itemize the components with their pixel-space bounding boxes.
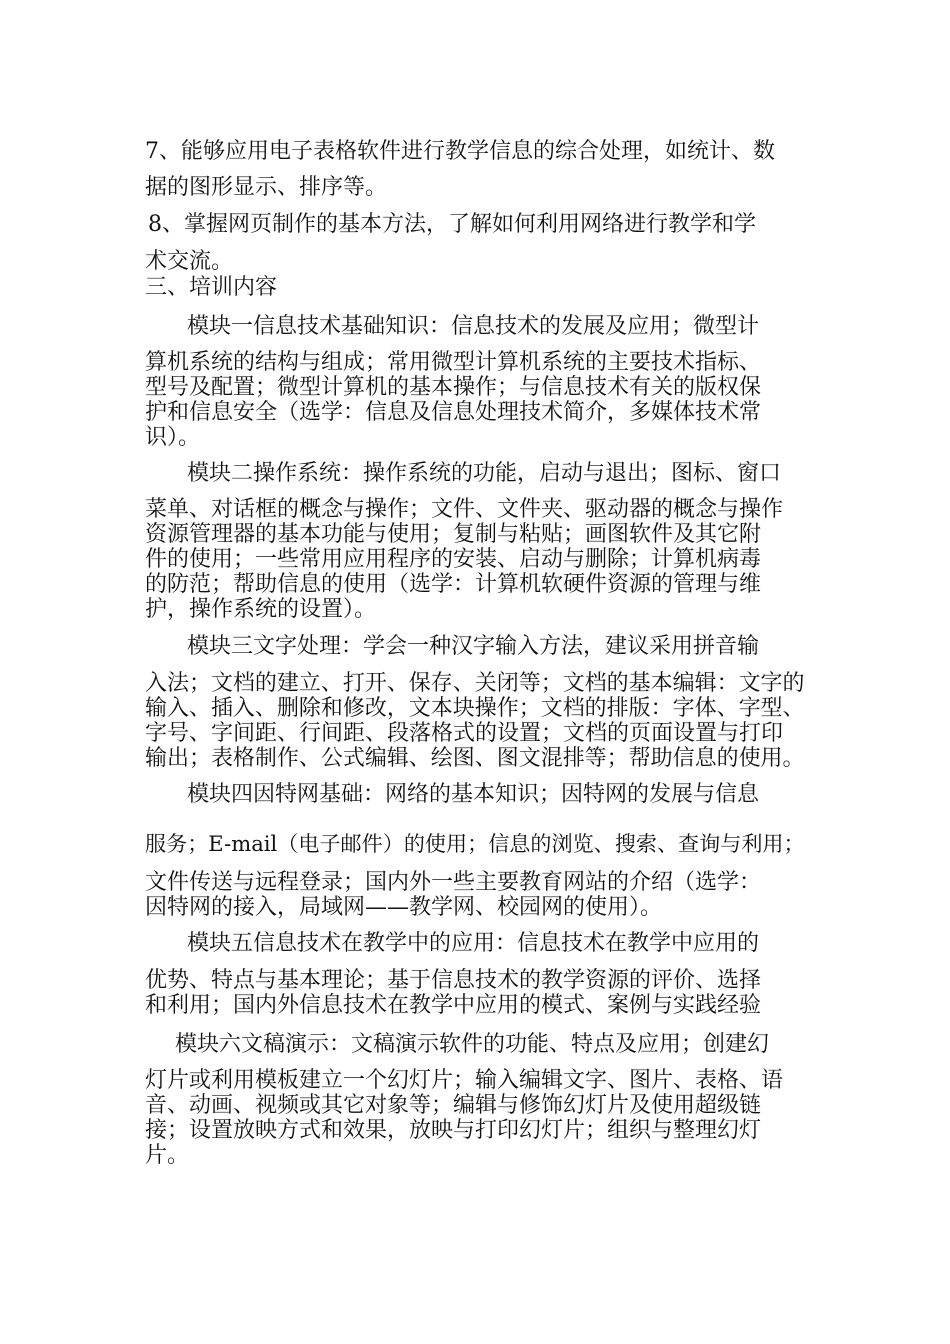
text-line: 件的使用；一些常用应用程序的安装、启动与删除；计算机病毒 [145, 547, 762, 572]
text-line: 服务；E-mail（电子邮件）的使用；信息的浏览、搜索、查询与利用； [145, 831, 805, 856]
text-line: 和利用；国内外信息技术在教学中应用的模式、案例与实践经验 [145, 993, 762, 1018]
text-line: 的防范；帮助信息的使用（选学：计算机软硬件资源的管理与维 [145, 572, 762, 597]
text-line: 入法；文档的建立、打开、保存、关闭等；文档的基本编辑：文字的 [145, 671, 805, 696]
text-line: 8、掌握网页制作的基本方法，了解如何利用网络进行教学和学 [148, 212, 756, 237]
text-line: 资源管理器的基本功能与使用；复制与粘贴；画图软件及其它附 [145, 522, 762, 547]
text-line: 模块六文稿演示：文稿演示软件的功能、特点及应用；创建幻 [175, 1032, 770, 1057]
text-line: 文件传送与远程登录；国内外一些主要教育网站的介绍（选学： [145, 870, 762, 895]
text-line: 模块一信息技术基础知识：信息技术的发展及应用；微型计 [187, 314, 760, 339]
text-line: 输入、插入、删除和修改，文本块操作；文档的排版：字体、字型、 [145, 696, 805, 721]
text-line: 算机系统的结构与组成；常用微型计算机系统的主要技术指标、 [145, 350, 762, 375]
text-line: 据的图形显示、排序等。 [145, 175, 388, 200]
text-line: 灯片或利用模板建立一个幻灯片；输入编辑文字、图片、表格、语 [145, 1068, 784, 1093]
text-line: 模块三文字处理：学会一种汉字输入方法，建议采用拼音输 [187, 634, 760, 659]
text-line: 输出；表格制作、公式编辑、绘图、图文混排等；帮助信息的使用。 [145, 746, 805, 771]
text-line: 护和信息安全（选学：信息及信息处理技术简介，多媒体技术常 [145, 400, 762, 425]
text-line: 模块二操作系统：操作系统的功能，启动与退出；图标、窗口 [187, 461, 782, 486]
section-heading: 三、培训内容 [145, 275, 278, 300]
text-line: 优势、特点与基本理论；基于信息技术的教学资源的评价、选择 [145, 968, 762, 993]
text-line: 字号、字间距、行间距、段落格式的设置；文档的页面设置与打印 [145, 721, 784, 746]
text-line: 模块五信息技术在教学中的应用：信息技术在教学中应用的 [187, 931, 760, 956]
text-line: 片。 [145, 1143, 190, 1168]
text-line: 接；设置放映方式和效果，放映与打印幻灯片；组织与整理幻灯 [145, 1118, 762, 1143]
text-line: 护，操作系统的设置）。 [145, 597, 377, 622]
text-line: 音、动画、视频或其它对象等；编辑与修饰幻灯片及使用超级链 [145, 1093, 762, 1118]
text-line: 7、能够应用电子表格软件进行教学信息的综合处理，如统计、数 [145, 139, 775, 164]
text-line: 术交流。 [145, 249, 234, 274]
text-line: 因特网的接入，局域网——教学网、校园网的使用）。 [145, 895, 663, 920]
text-line: 识）。 [145, 425, 201, 450]
text-line: 菜单、对话框的概念与操作；文件、文件夹、驱动器的概念与操作 [145, 497, 784, 522]
text-line: 模块四因特网基础：网络的基本知识；因特网的发展与信息 [187, 782, 760, 807]
text-line: 型号及配置；微型计算机的基本操作；与信息技术有关的版权保 [145, 375, 762, 400]
